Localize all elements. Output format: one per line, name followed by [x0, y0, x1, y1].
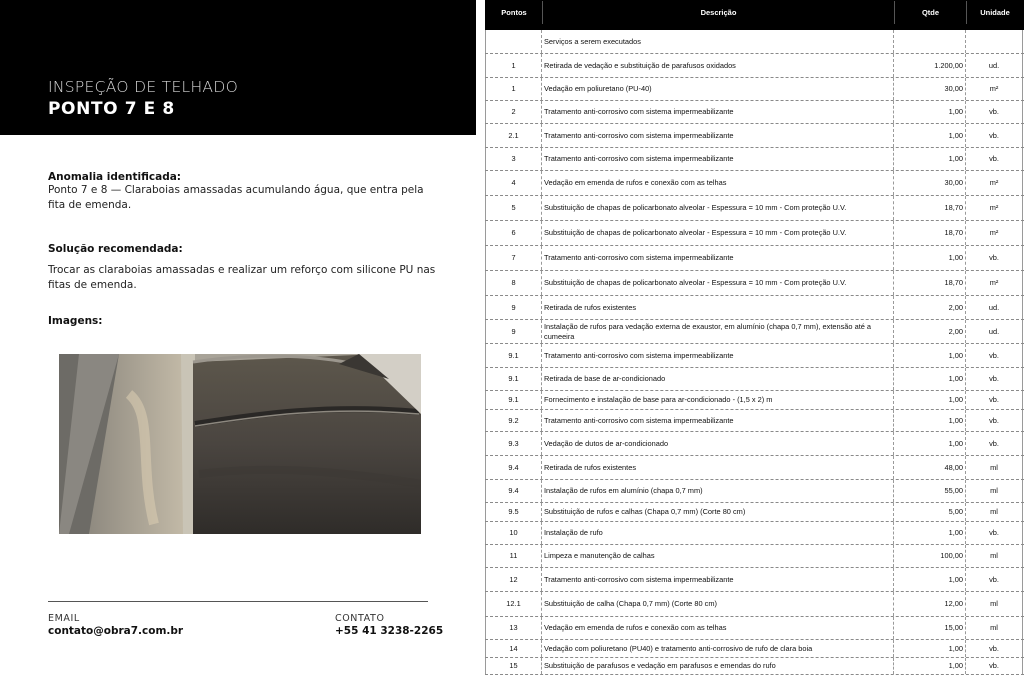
row-qtde: 1,00	[893, 568, 965, 591]
row-ponto: 9.1	[485, 391, 541, 409]
row-ponto: 2	[485, 101, 541, 123]
row-descricao: Substituição de chapas de policarbonato alveolar - Espessura = 10 mm - Com proteção U.V.	[541, 221, 893, 245]
row-qtde: 18,70	[893, 271, 965, 295]
row-descricao: Instalação de rufo	[541, 522, 893, 544]
row-descricao: Vedação em poliuretano (PU-40)	[541, 78, 893, 100]
row-unidade: vb.	[965, 124, 1023, 147]
row-unidade: vb.	[965, 391, 1023, 409]
row-unidade: ml	[965, 545, 1023, 567]
inspection-page	[0, 0, 476, 675]
row-unidade: ml	[965, 592, 1023, 616]
row-unidade: vb.	[965, 368, 1023, 390]
row-qtde: 2,00	[893, 296, 965, 319]
row-ponto: 1	[485, 78, 541, 100]
table-row	[485, 320, 1024, 344]
row-unidade: vb.	[965, 344, 1023, 367]
header-qtde: Qtde	[894, 1, 966, 24]
page-header	[0, 0, 476, 135]
table-row	[485, 54, 1024, 78]
row-unidade: vb.	[965, 522, 1023, 544]
row-unidade: m²	[965, 271, 1023, 295]
row-qtde: 18,70	[893, 196, 965, 220]
row-descricao: Tratamento anti-corrosivo com sistema impermeabilizante	[541, 568, 893, 591]
row-ponto: 7	[485, 246, 541, 270]
row-ponto: 15	[485, 658, 541, 674]
row-descricao: Vedação em emenda de rufos e conexão com as telhas	[541, 617, 893, 639]
contact-label: CONTATO	[335, 613, 385, 624]
table-row	[485, 456, 1024, 480]
table-row	[485, 617, 1024, 640]
row-descricao: Substituição de rufos e calhas (Chapa 0,7 mm) (Corte 80 cm)	[541, 503, 893, 521]
row-unidade: vb.	[965, 568, 1023, 591]
row-ponto: 1	[485, 54, 541, 77]
anomaly-text: Ponto 7 e 8 — Claraboias amassadas acumulando água, que entra pela fita de emenda.	[48, 184, 424, 211]
row-unidade: m²	[965, 171, 1023, 195]
table-row	[485, 658, 1024, 675]
row-qtde: 48,00	[893, 456, 965, 479]
row-unidade: vb.	[965, 410, 1023, 431]
row-qtde: 30,00	[893, 171, 965, 195]
header-descricao: Descrição	[542, 1, 894, 24]
table-row	[485, 480, 1024, 503]
row-descricao: Retirada de vedação e substituição de parafusos oxidados	[541, 54, 893, 77]
row-unidade: vb.	[965, 640, 1023, 657]
row-ponto: 9.3	[485, 432, 541, 455]
row-descricao: Tratamento anti-corrosivo com sistema impermeabilizante	[541, 246, 893, 270]
table-row	[485, 148, 1024, 171]
row-ponto: 8	[485, 271, 541, 295]
row-descricao: Vedação com poliuretano (PU40) e tratamento anti-corrosivo de rufo de clara boia	[541, 640, 893, 657]
table-row	[485, 101, 1024, 124]
row-descricao: Substituição de parafusos e vedação em parafusos e emendas do rufo	[541, 658, 893, 674]
table-row	[485, 503, 1024, 522]
services-table	[485, 0, 1024, 675]
row-qtde: 15,00	[893, 617, 965, 639]
row-ponto: 12	[485, 568, 541, 591]
row-unidade: ml	[965, 503, 1023, 521]
row-qtde: 1,00	[893, 246, 965, 270]
row-unidade: vb.	[965, 432, 1023, 455]
row-descricao: Tratamento anti-corrosivo com sistema impermeabilizante	[541, 410, 893, 431]
section-row	[485, 30, 1024, 54]
footer-divider	[48, 601, 428, 602]
row-ponto: 2.1	[485, 124, 541, 147]
row-descricao: Tratamento anti-corrosivo com sistema impermeabilizante	[541, 344, 893, 367]
header-pontos: Pontos	[501, 8, 527, 17]
row-ponto: 11	[485, 545, 541, 567]
row-descricao: Instalação de rufos para vedação externa de exaustor, em alumínio (chapa 0,7 mm), extensão até a cumeeira	[541, 320, 893, 343]
row-descricao: Substituição de chapas de policarbonato alveolar - Espessura = 10 mm - Com proteção U.V.	[541, 196, 893, 220]
header-unidade: Unidade	[966, 1, 1023, 24]
row-qtde: 100,00	[893, 545, 965, 567]
email-value[interactable]: contato@obra7.com.br	[48, 625, 184, 637]
row-qtde: 1.200,00	[893, 54, 965, 77]
row-qtde: 1,00	[893, 410, 965, 431]
row-ponto: 4	[485, 171, 541, 195]
section-title: Serviços a serem executados	[541, 30, 893, 53]
row-descricao: Retirada de rufos existentes	[541, 296, 893, 319]
row-descricao: Tratamento anti-corrosivo com sistema impermeabilizante	[541, 124, 893, 147]
table-row	[485, 410, 1024, 432]
row-descricao: Tratamento anti-corrosivo com sistema impermeabilizante	[541, 101, 893, 123]
table-row	[485, 78, 1024, 101]
row-ponto: 3	[485, 148, 541, 170]
row-qtde: 5,00	[893, 503, 965, 521]
table-row	[485, 196, 1024, 221]
table-header	[485, 0, 1024, 25]
row-unidade: vb.	[965, 101, 1023, 123]
images-label: Imagens:	[48, 315, 103, 327]
row-unidade: ud.	[965, 296, 1023, 319]
row-descricao: Limpeza e manutenção de calhas	[541, 545, 893, 567]
row-qtde: 1,00	[893, 148, 965, 170]
table-row	[485, 246, 1024, 271]
row-unidade: vb.	[965, 246, 1023, 270]
row-unidade: ml	[965, 617, 1023, 639]
row-qtde: 30,00	[893, 78, 965, 100]
row-qtde: 1,00	[893, 391, 965, 409]
row-ponto: 9	[485, 296, 541, 319]
row-qtde: 1,00	[893, 101, 965, 123]
row-descricao: Retirada de base de ar-condicionado	[541, 368, 893, 390]
row-ponto: 13	[485, 617, 541, 639]
table-row	[485, 368, 1024, 391]
row-unidade: ml	[965, 456, 1023, 479]
row-qtde: 1,00	[893, 124, 965, 147]
row-descricao: Fornecimento e instalação de base para ar-condicionado - (1,5 x 2) m	[541, 391, 893, 409]
row-qtde: 1,00	[893, 640, 965, 657]
contact-value[interactable]: +55 41 3238-2265	[335, 625, 444, 637]
row-qtde: 1,00	[893, 368, 965, 390]
row-qtde: 1,00	[893, 432, 965, 455]
table-row	[485, 171, 1024, 196]
row-qtde: 1,00	[893, 658, 965, 674]
table-row	[485, 124, 1024, 148]
row-unidade: vb.	[965, 148, 1023, 170]
row-descricao: Tratamento anti-corrosivo com sistema impermeabilizante	[541, 148, 893, 170]
page-subtitle: INSPEÇÃO DE TELHADO	[48, 78, 239, 96]
row-ponto: 9.1	[485, 344, 541, 367]
solution-text: Trocar as claraboias amassadas e realizar um reforço com silicone PU nas fitas de emenda.	[48, 264, 436, 291]
row-ponto: 9	[485, 320, 541, 343]
row-unidade: m²	[965, 196, 1023, 220]
anomaly-label: Anomalia identificada:	[48, 171, 182, 183]
row-unidade: ud.	[965, 320, 1023, 343]
row-qtde: 1,00	[893, 344, 965, 367]
row-ponto: 14	[485, 640, 541, 657]
row-ponto: 9.1	[485, 368, 541, 390]
table-row	[485, 344, 1024, 368]
table-row	[485, 640, 1024, 658]
row-descricao: Substituição de calha (Chapa 0,7 mm) (Corte 80 cm)	[541, 592, 893, 616]
row-unidade: m²	[965, 221, 1023, 245]
row-descricao: Instalação de rufos em alumínio (chapa 0,7 mm)	[541, 480, 893, 502]
table-row	[485, 545, 1024, 568]
row-ponto: 5	[485, 196, 541, 220]
row-ponto: 9.5	[485, 503, 541, 521]
table-row	[485, 271, 1024, 296]
table-row	[485, 432, 1024, 456]
table-row	[485, 296, 1024, 320]
roof-skylight-photo	[59, 354, 421, 534]
row-unidade: ml	[965, 480, 1023, 502]
row-unidade: ud.	[965, 54, 1023, 77]
row-qtde: 2,00	[893, 320, 965, 343]
row-unidade: vb.	[965, 658, 1023, 674]
row-descricao: Retirada de rufos existentes	[541, 456, 893, 479]
table-row	[485, 391, 1024, 410]
row-ponto: 12.1	[485, 592, 541, 616]
row-qtde: 12,00	[893, 592, 965, 616]
table-row	[485, 568, 1024, 592]
email-label: EMAIL	[48, 613, 80, 624]
row-descricao: Substituição de chapas de policarbonato alveolar - Espessura = 10 mm - Com proteção U.V.	[541, 271, 893, 295]
row-qtde: 18,70	[893, 221, 965, 245]
row-ponto: 9.4	[485, 456, 541, 479]
row-ponto: 9.4	[485, 480, 541, 502]
row-descricao: Vedação de dutos de ar-condicionado	[541, 432, 893, 455]
row-descricao: Vedação em emenda de rufos e conexão com as telhas	[541, 171, 893, 195]
table-row	[485, 221, 1024, 246]
solution-label: Solução recomendada:	[48, 243, 183, 255]
row-ponto: 9.2	[485, 410, 541, 431]
row-ponto: 10	[485, 522, 541, 544]
row-ponto: 6	[485, 221, 541, 245]
page-title: PONTO 7 E 8	[48, 99, 175, 119]
row-qtde: 1,00	[893, 522, 965, 544]
table-row	[485, 592, 1024, 617]
table-row	[485, 522, 1024, 545]
row-qtde: 55,00	[893, 480, 965, 502]
row-unidade: m²	[965, 78, 1023, 100]
